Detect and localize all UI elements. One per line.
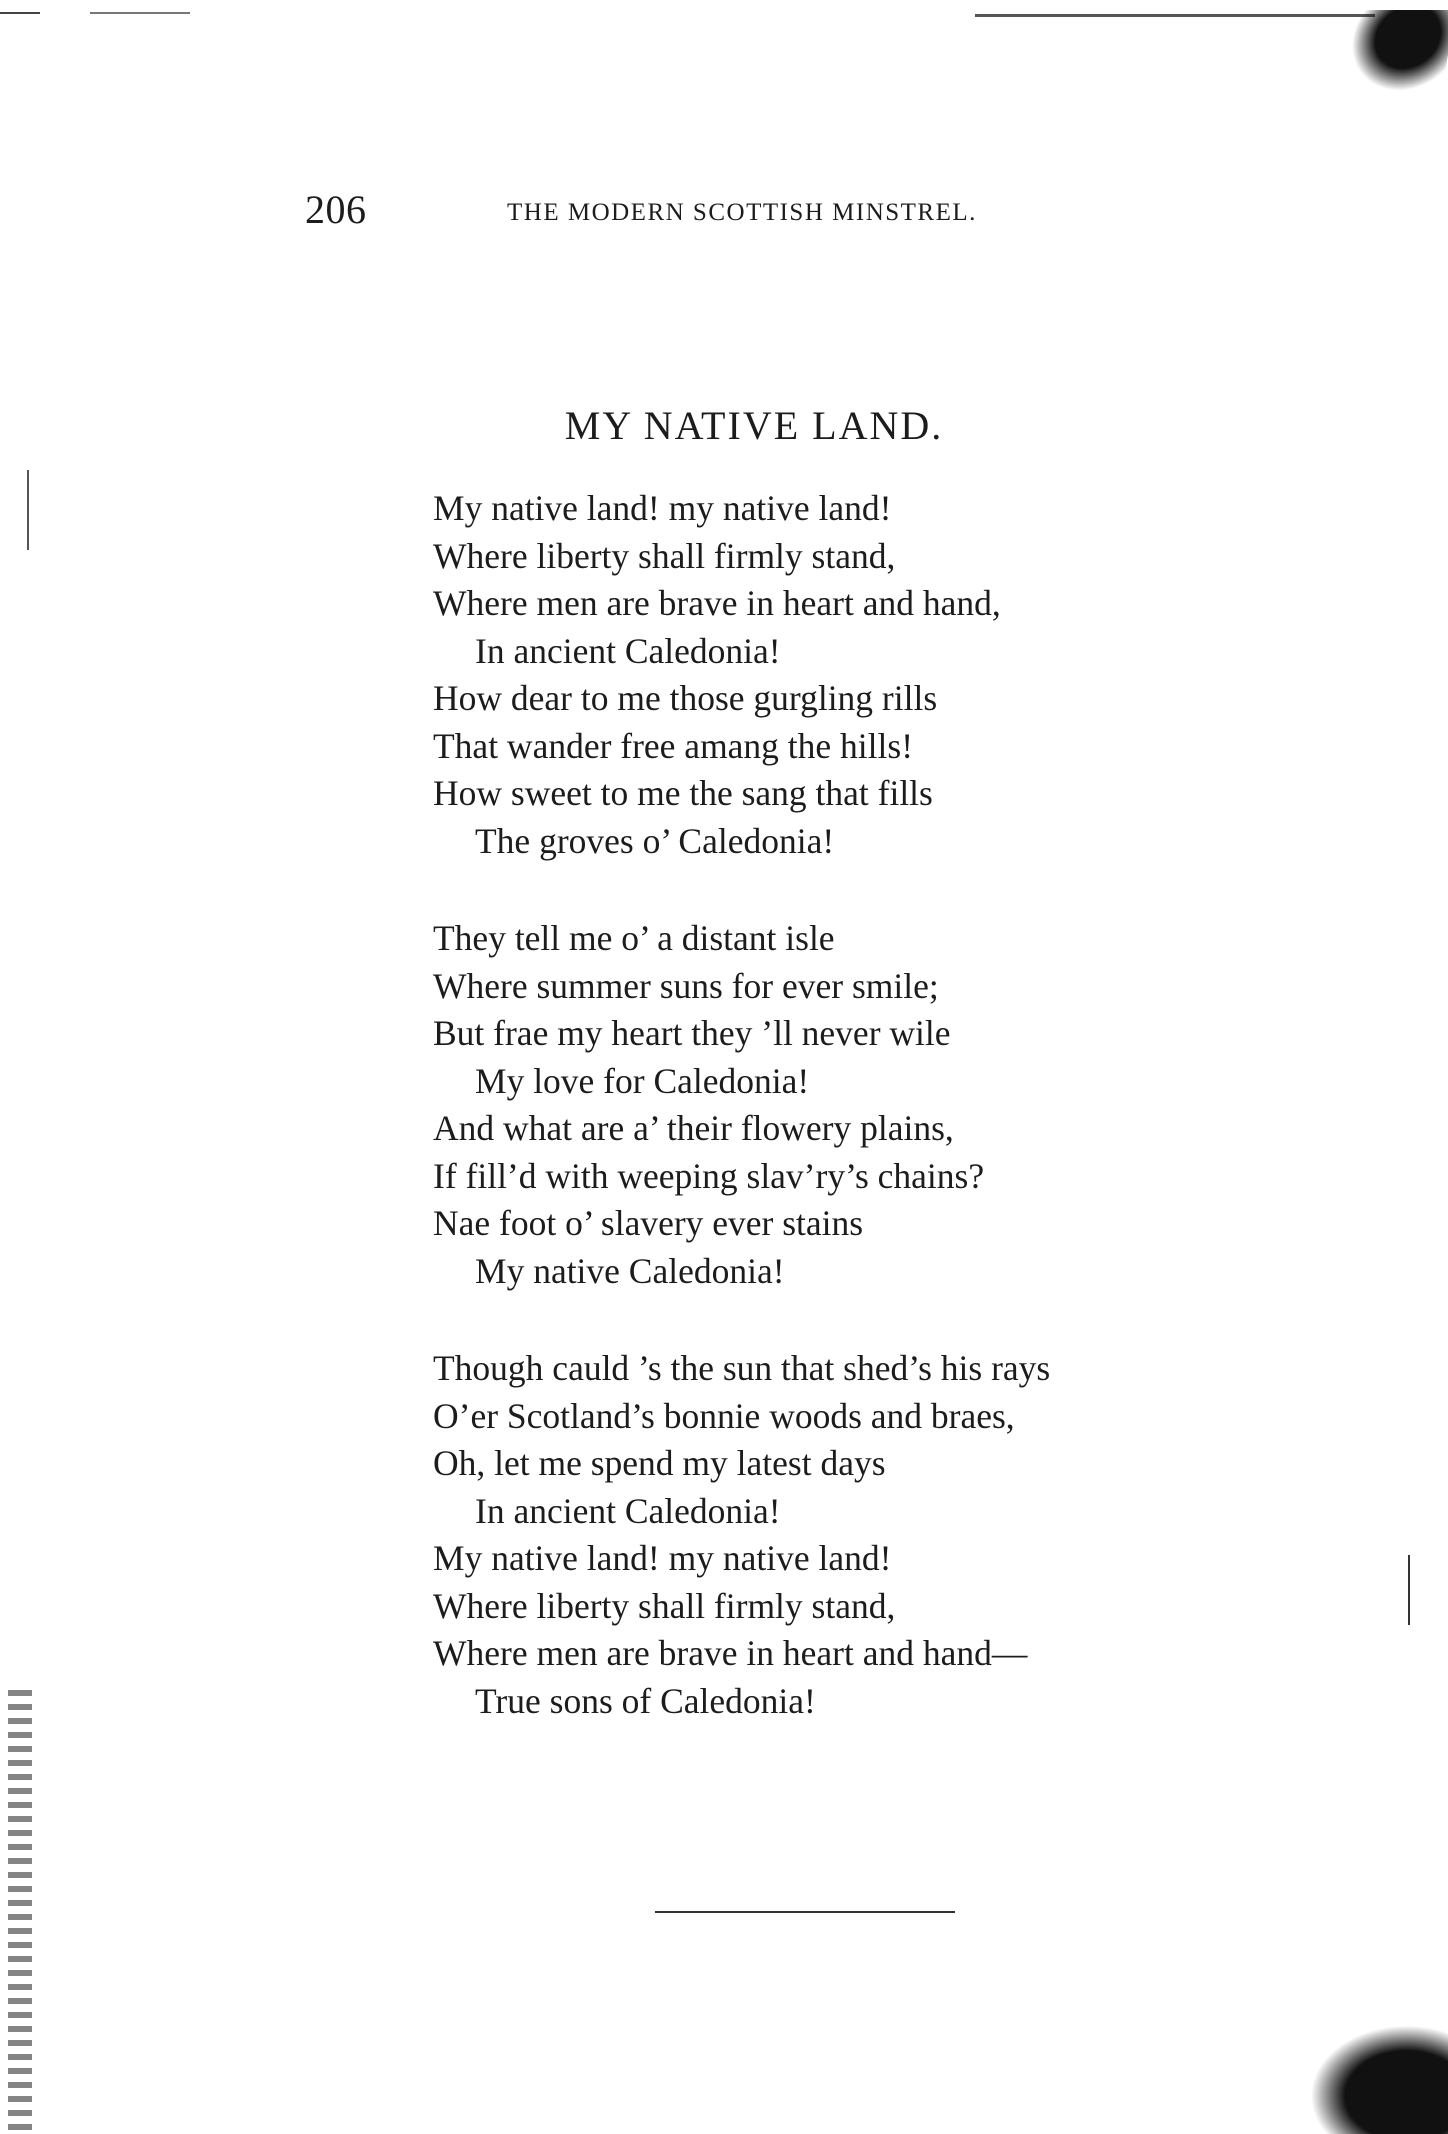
poem-line-indented: In ancient Caledonia! [475,630,781,671]
scan-ink-blot-bottom-right [1310,2025,1448,2134]
poem-line-indented: My love for Caledonia! [475,1060,810,1101]
scan-artifact-top-left [0,12,210,14]
running-head: THE MODERN SCOTTISH MINSTREL. [507,199,977,226]
stanza-2 [433,915,1333,1295]
poem-line: Where men are brave in heart and hand— [433,1633,1028,1673]
poem-line: They tell me o’ a distant isle [433,918,835,958]
page-header [305,188,1145,238]
poem-line: That wander free amang the hills! [433,725,914,766]
poem-line: How dear to me those gurgling rills [433,678,938,718]
scan-mark-right [1408,1555,1410,1625]
poem-line-indented: In ancient Caledonia! [475,1490,781,1531]
poem-line: Nae foot o’ slavery ever stains [433,1203,864,1243]
poem-line: O’er Scotland’s bonnie woods and braes, [433,1395,1015,1436]
poem-body [433,485,1333,1775]
poem-line: Where summer suns for ever smile; [433,965,939,1006]
poem-line: My native land! my native land! [433,1538,892,1578]
scan-page-edge-left [8,1690,32,2130]
poem-line: My native land! my native land! [433,488,892,528]
scan-mark-left [27,470,29,550]
poem-line-indented: My native Caledonia! [475,1250,785,1291]
stanza-1 [433,485,1333,865]
poem-line: How sweet to me the sang that fills [433,773,933,813]
end-rule [655,1911,955,1913]
poem-line: Where liberty shall firmly stand, [433,1585,896,1626]
poem-line: Oh, let me spend my latest days [433,1443,886,1483]
poem-line-indented: True sons of Caledonia! [475,1680,816,1721]
poem-line: And what are a’ their flowery plains, [433,1108,954,1148]
scan-artifact-top-right [955,14,1375,17]
poem-line: But frae my heart they ’ll never wile [433,1013,951,1053]
page-number: 206 [305,187,367,232]
poem-title: MY NATIVE LAND. [564,403,944,448]
poem-line: Though cauld ’s the sun that shed’s his rays [433,1348,1051,1388]
poem-line: If fill’d with weeping slav’ry’s chains? [433,1155,985,1196]
stanza-3 [433,1345,1333,1725]
scan-ink-blot-top-right [1332,10,1448,100]
poem-line-indented: The groves o’ Caledonia! [475,820,835,861]
poem-line: Where liberty shall firmly stand, [433,535,896,576]
poem-line: Where men are brave in heart and hand, [433,583,1001,623]
